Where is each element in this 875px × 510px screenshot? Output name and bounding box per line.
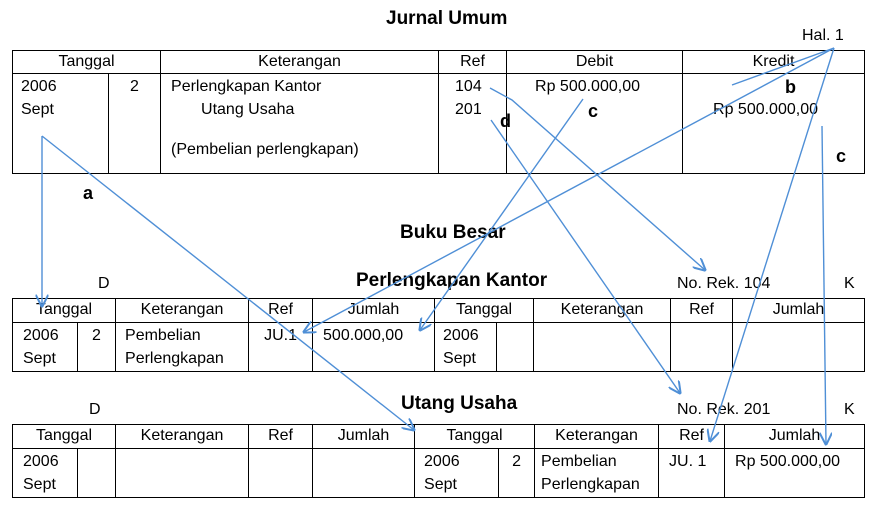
ledger2-header-ref: Ref — [249, 425, 313, 449]
ledger2-date-cell — [13, 449, 78, 498]
header-ref: Ref — [439, 51, 507, 74]
ledger1-table — [12, 298, 865, 372]
jurnal-day: 2 — [109, 74, 161, 174]
jurnal-date-cell — [13, 74, 109, 174]
ledger1-day-credit — [497, 323, 534, 372]
ledger2-month-credit: Sept — [424, 476, 457, 493]
ledger1-credit-side: K — [844, 275, 855, 292]
header-debit: Debit — [507, 51, 683, 74]
ledger2-credit-side: K — [844, 401, 855, 418]
ledger1-header-tanggal-credit: Tanggal — [435, 299, 534, 323]
ledger2-ref: JU. 1 — [659, 449, 725, 498]
ledger2-debit-side: D — [89, 401, 101, 418]
label-c-kredit: c — [836, 146, 847, 166]
jurnal-month: Sept — [21, 101, 54, 118]
ledger1-ref-credit — [671, 323, 733, 372]
buku-besar-title: Buku Besar — [400, 222, 506, 243]
ledger1-ket-line1: Pembelian — [125, 327, 201, 344]
jurnal-desc-credit-account: Utang Usaha — [201, 101, 295, 118]
jurnal-desc-debit-account: Perlengkapan Kantor — [171, 78, 322, 95]
ledger1-header-jumlah-credit: Jumlah — [733, 299, 865, 323]
ledger1-account-number: No. Rek. 104 — [677, 275, 771, 292]
ledger1-ket-line2: Perlengkapan — [125, 350, 224, 367]
label-a: a — [83, 183, 94, 203]
label-b: b — [785, 77, 796, 97]
ledger1-header-keterangan: Keterangan — [116, 299, 249, 323]
ledger2-ket-line1: Pembelian — [541, 453, 617, 470]
ledger2-month: Sept — [23, 476, 56, 493]
ledger2-year-credit: 2006 — [424, 453, 460, 470]
ledger1-header-jumlah: Jumlah — [313, 299, 435, 323]
ledger2-date-credit-cell — [415, 449, 499, 498]
ledger2-ket-line2: Perlengkapan — [541, 476, 640, 493]
ledger1-header-ref-credit: Ref — [671, 299, 733, 323]
ledger2-jumlah: Rp 500.000,00 — [725, 449, 865, 498]
jurnal-ref-201: 201 — [455, 101, 482, 118]
jurnal-debit-amount: Rp 500.000,00 — [535, 78, 640, 95]
ledger2-account-number: No. Rek. 201 — [677, 401, 771, 418]
jurnal-title: Jurnal Umum — [386, 8, 508, 29]
ledger2-header-tanggal: Tanggal — [13, 425, 116, 449]
ledger1-keterangan-credit — [534, 323, 671, 372]
jurnal-desc-cell — [161, 74, 439, 174]
ledger1-year: 2006 — [23, 327, 59, 344]
ledger2-day-debit — [78, 449, 116, 498]
ledger1-jumlah: 500.000,00 — [313, 323, 435, 372]
ledger2-year: 2006 — [23, 453, 59, 470]
ledger2-day: 2 — [499, 449, 535, 498]
ledger2-jumlah-debit — [313, 449, 415, 498]
ledger1-year-credit: 2006 — [443, 327, 479, 344]
jurnal-debit-cell — [507, 74, 683, 174]
jurnal-desc-note: (Pembelian perlengkapan) — [171, 141, 359, 158]
ledger2-header-ref-credit: Ref — [659, 425, 725, 449]
ledger1-debit-side: D — [98, 275, 110, 292]
ledger2-header-keterangan-credit: Keterangan — [535, 425, 659, 449]
ledger2-keterangan-debit — [116, 449, 249, 498]
ledger2-table — [12, 424, 865, 498]
page-number: Hal. 1 — [802, 27, 844, 44]
ledger2-header-tanggal-credit: Tanggal — [415, 425, 535, 449]
header-keterangan: Keterangan — [161, 51, 439, 74]
jurnal-ref-104: 104 — [455, 78, 482, 95]
jurnal-table — [12, 50, 865, 174]
ledger2-header-jumlah-credit: Jumlah — [725, 425, 865, 449]
ledger2-keterangan-cell — [535, 449, 659, 498]
label-c-debit: c — [588, 101, 599, 121]
ledger1-month-credit: Sept — [443, 350, 476, 367]
ledger1-keterangan-cell — [116, 323, 249, 372]
jurnal-kredit-amount: Rp 500.000,00 — [713, 101, 818, 118]
ledger2-header-keterangan: Keterangan — [116, 425, 249, 449]
ledger1-ref: JU.1 — [249, 323, 313, 372]
ledger1-month: Sept — [23, 350, 56, 367]
ledger1-day: 2 — [78, 323, 116, 372]
ledger2-ref-debit — [249, 449, 313, 498]
label-d: d — [500, 111, 511, 131]
ledger1-header-ref: Ref — [249, 299, 313, 323]
header-kredit: Kredit — [683, 51, 865, 74]
ledger2-title: Utang Usaha — [401, 393, 518, 414]
ledger1-title: Perlengkapan Kantor — [356, 270, 548, 291]
ledger1-date-credit-cell — [435, 323, 497, 372]
ledger1-date-cell — [13, 323, 78, 372]
ledger1-header-keterangan-credit: Keterangan — [534, 299, 671, 323]
header-tanggal: Tanggal — [13, 51, 161, 74]
jurnal-year: 2006 — [21, 78, 57, 95]
jurnal-ref-cell — [439, 74, 507, 174]
ledger1-header-tanggal: Tanggal — [13, 299, 116, 323]
ledger1-jumlah-credit — [733, 323, 865, 372]
ledger2-header-jumlah: Jumlah — [313, 425, 415, 449]
